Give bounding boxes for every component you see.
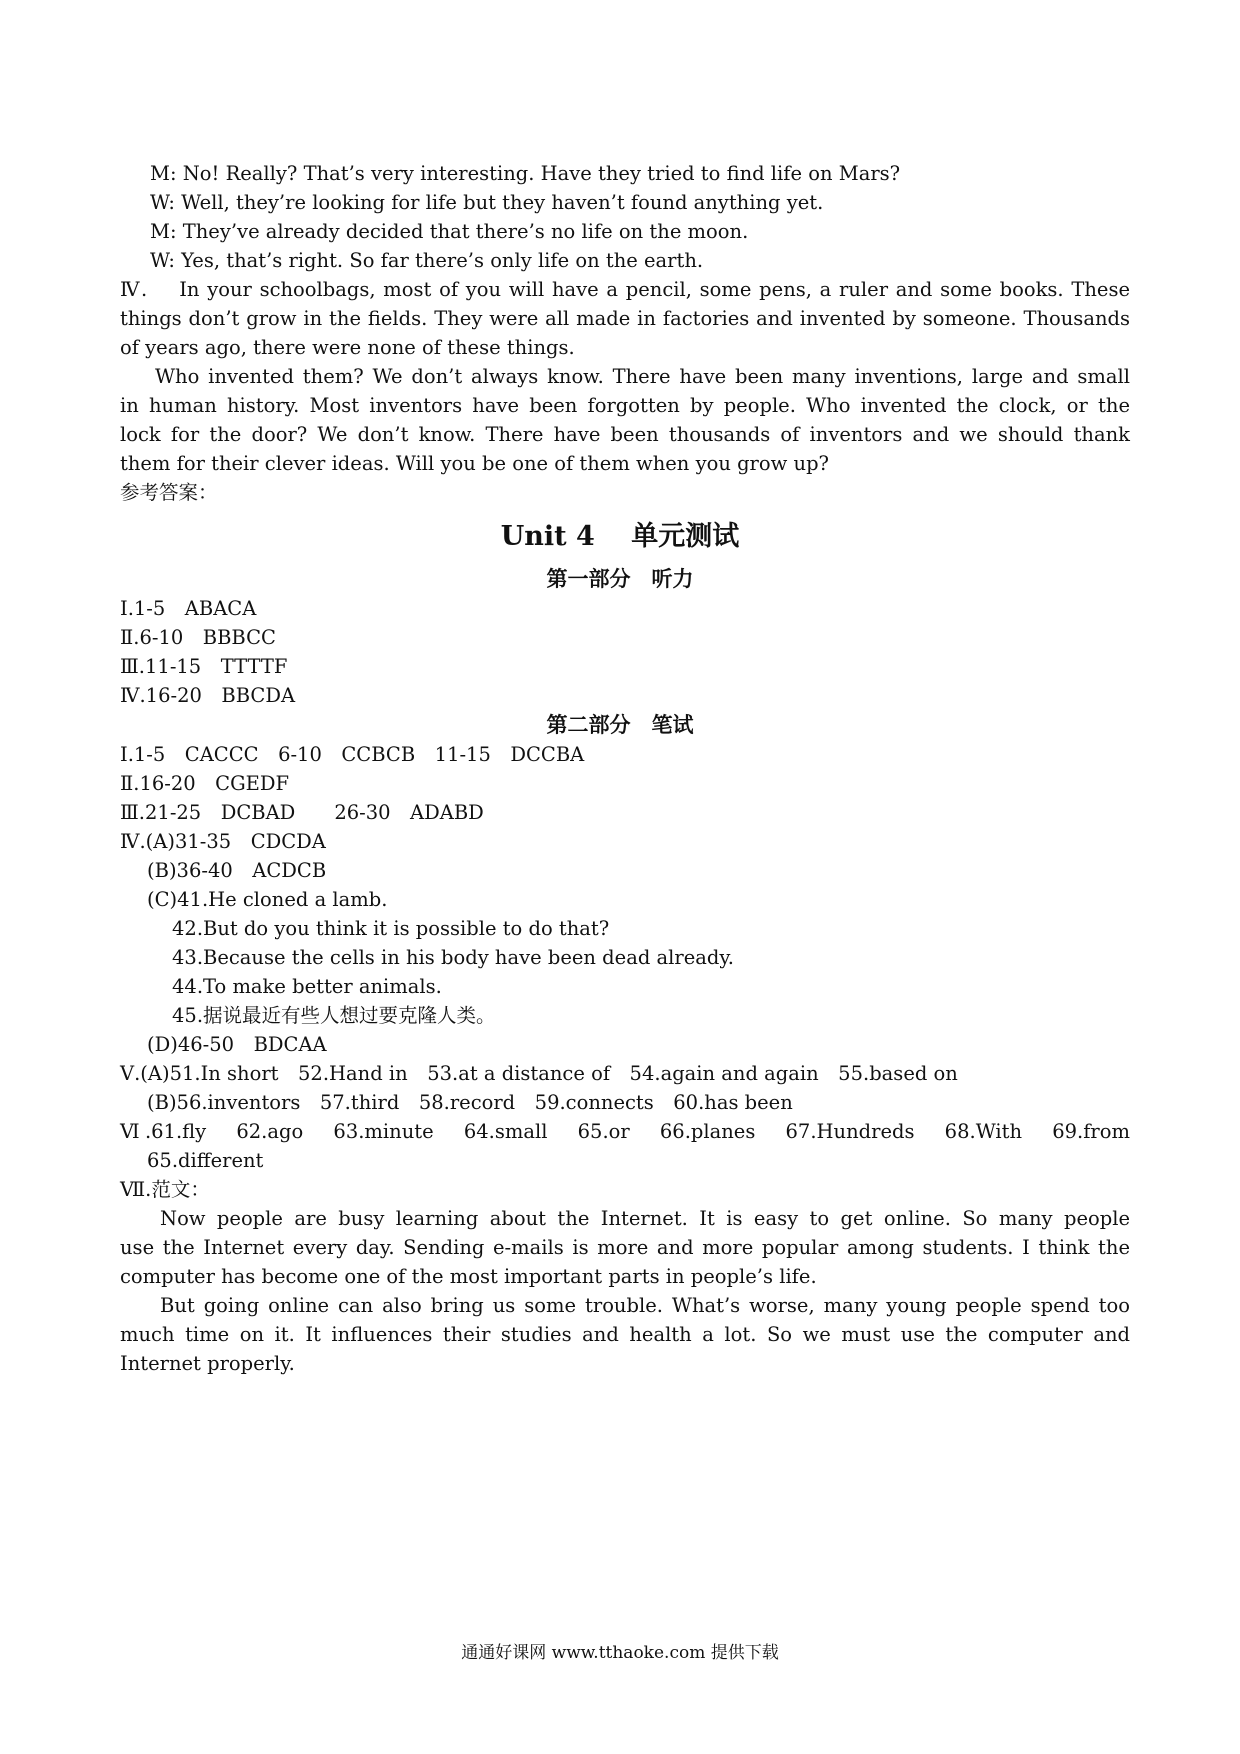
answer-line: Ⅱ.6-10 BBBCC — [120, 626, 276, 649]
answer-line: (D)46-50 BDCAA — [147, 1033, 327, 1056]
answer-line: (B)36-40 ACDCB — [147, 859, 327, 882]
answer-line: Ⅲ.21-25 DCBAD 26-30 ADABD — [120, 801, 484, 824]
passage-line: things don’t grow in the fields. They were all made in factories and invented by someone. Thousands — [120, 307, 1130, 330]
essay-line: use the Internet every day. Sending e-mails is more and more popular among students. I think the — [120, 1236, 1130, 1259]
page-footer: 通通好课网 www.tthaoke.com 提供下载 — [461, 1643, 779, 1663]
section-label: Ⅳ. — [120, 278, 148, 301]
passage-line: lock for the door? We don’t know. There have been thousands of inventors and we should thank — [120, 423, 1130, 446]
dialogue-line: M: No! Really? That’s very interesting. Have they tried to find life on Mars? — [150, 162, 901, 185]
part1-heading: 第一部分 听力 — [546, 566, 694, 591]
essay-line: Now people are busy learning about the Internet. It is easy to get online. So many people — [160, 1207, 1130, 1230]
dialogue-line: W: Yes, that’s right. So far there’s only life on the earth. — [150, 249, 704, 272]
answer-line: Ⅳ.16-20 BBCDA — [120, 684, 296, 707]
answer-line: (B)56.inventors 57.third 58.record 59.connects 60.has been — [147, 1091, 793, 1114]
essay-line: But going online can also bring us some trouble. What’s worse, many young people spend too — [160, 1294, 1130, 1317]
passage-line: Who invented them? We don’t always know. There have been many inventions, large and small — [155, 365, 1130, 388]
answer-line: Ⅰ.1-5 CACCC 6-10 CCBCB 11-15 DCCBA — [120, 743, 585, 766]
answer-line: Ⅳ.(A)31-35 CDCDA — [120, 830, 326, 853]
answer-key-label: 参考答案： — [120, 481, 218, 504]
answer-line: 65.different — [147, 1149, 264, 1172]
answer-line: Ⅵ.61.fly 62.ago 63.minute 64.small 65.or 66.planes 67.Hundreds 68.With 69.from — [120, 1120, 1130, 1143]
passage-line: of years ago, there were none of these things. — [120, 336, 575, 359]
answer-line: Ⅰ.1-5 ABACA — [120, 597, 257, 620]
essay-line: Internet properly. — [120, 1352, 295, 1375]
answer-line: 45.据说最近有些人想过要克隆人类。 — [172, 1004, 496, 1027]
essay-line: much time on it. It influences their studies and health a lot. So we must use the computer and — [120, 1323, 1130, 1346]
answer-line: Ⅴ.(A)51.In short 52.Hand in 53.at a distance of 54.again and again 55.based on — [120, 1062, 958, 1085]
passage-text: In your schoolbags, most of you will have a pencil, some pens, a ruler and some books. These — [179, 278, 1131, 301]
dialogue-line: W: Well, they’re looking for life but they haven’t found anything yet. — [150, 191, 824, 214]
answer-line: 43.Because the cells in his body have been dead already. — [172, 946, 734, 969]
dialogue-line: M: They’ve already decided that there’s no life on the moon. — [150, 220, 749, 243]
part2-heading: 第二部分 笔试 — [546, 712, 694, 737]
unit-title: Unit 4 单元测试 — [500, 521, 740, 552]
answer-line: 44.To make better animals. — [172, 975, 442, 998]
answer-line: 42.But do you think it is possible to do that? — [172, 917, 610, 940]
answer-line: Ⅲ.11-15 TTTTF — [120, 655, 288, 678]
answer-line: (C)41.He cloned a lamb. — [147, 888, 388, 911]
answer-line: Ⅱ.16-20 CGEDF — [120, 772, 290, 795]
section-label: Ⅶ.范文： — [120, 1178, 210, 1201]
essay-line: computer has become one of the most important parts in people’s life. — [120, 1265, 817, 1288]
passage-line — [120, 274, 1130, 306]
passage-line: them for their clever ideas. Will you be one of them when you grow up? — [120, 452, 830, 475]
passage-line: in human history. Most inventors have been forgotten by people. Who invented the clock, or the — [120, 394, 1130, 417]
